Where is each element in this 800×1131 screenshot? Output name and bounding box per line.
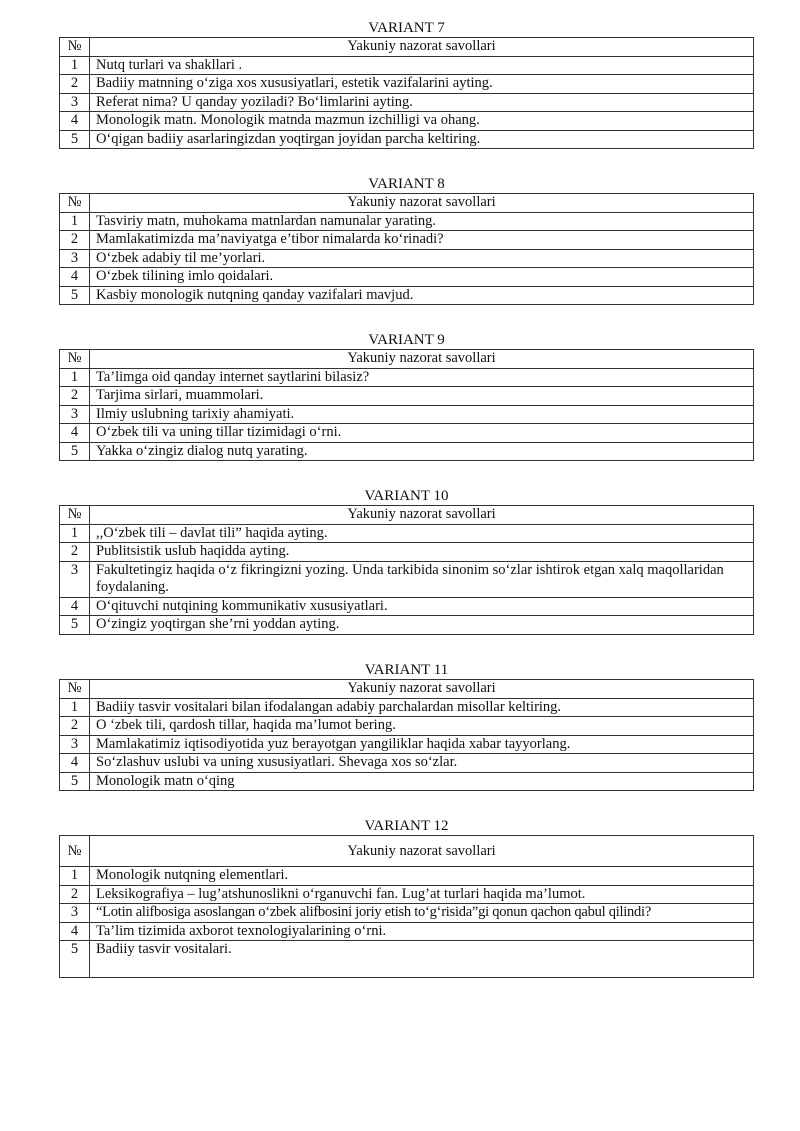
variant-title: VARIANT 8 — [368, 176, 445, 192]
variant-9 — [59, 331, 754, 461]
table-row — [60, 524, 754, 543]
row-number: 1 — [60, 56, 90, 75]
table-row — [60, 754, 754, 773]
table-row — [60, 231, 754, 250]
question-text: So‘zlashuv uslubi va uning xususiyatlari. Shevaga xos so‘zlar. — [90, 754, 754, 773]
table-row — [60, 56, 754, 75]
row-number: 3 — [60, 735, 90, 754]
row-number: 5 — [60, 941, 90, 978]
table-header-row — [60, 38, 754, 57]
table-header-row — [60, 680, 754, 699]
variant-title: VARIANT 9 — [368, 332, 445, 348]
question-text: O ‘zbek tili, qardosh tillar, haqida ma’lumot bering. — [90, 717, 754, 736]
questions-column-header: Yakuniy nazorat savollari — [90, 836, 754, 867]
row-number: 4 — [60, 754, 90, 773]
table-row — [60, 735, 754, 754]
question-text: Monologik nutqning elementlari. — [90, 867, 754, 886]
question-text: Publitsistik uslub haqidda ayting. — [90, 543, 754, 562]
table-row — [60, 772, 754, 791]
table-header-row — [60, 350, 754, 369]
row-number: 3 — [60, 93, 90, 112]
number-column-header: № — [60, 836, 90, 867]
table-row — [60, 867, 754, 886]
table-row — [60, 212, 754, 231]
row-number: 3 — [60, 561, 90, 597]
variant-11 — [59, 661, 754, 791]
question-text: Monologik matn. Monologik matnda mazmun izchilligi va ohang. — [90, 112, 754, 131]
row-number: 1 — [60, 524, 90, 543]
variant-title: VARIANT 12 — [364, 818, 449, 834]
questions-table — [59, 505, 754, 635]
row-number: 4 — [60, 112, 90, 131]
question-text: Monologik matn o‘qing — [90, 772, 754, 791]
questions-column-header: Yakuniy nazorat savollari — [90, 38, 754, 57]
row-number: 1 — [60, 698, 90, 717]
table-row — [60, 717, 754, 736]
question-text: Nutq turlari va shakllari . — [90, 56, 754, 75]
number-column-header: № — [60, 350, 90, 369]
table-row — [60, 904, 754, 923]
question-text: O‘zbek adabiy til me’yorlari. — [90, 249, 754, 268]
row-number: 1 — [60, 368, 90, 387]
table-row — [60, 597, 754, 616]
row-number: 5 — [60, 616, 90, 635]
row-number: 2 — [60, 717, 90, 736]
row-number: 3 — [60, 405, 90, 424]
table-row — [60, 616, 754, 635]
question-text: ,,O‘zbek tili – davlat tili” haqida ayting. — [90, 524, 754, 543]
table-header-row — [60, 194, 754, 213]
question-text: Ta’limga oid qanday internet saytlarini bilasiz? — [90, 368, 754, 387]
table-row — [60, 442, 754, 461]
variant-7 — [59, 19, 754, 149]
questions-table — [59, 193, 754, 305]
row-number: 3 — [60, 904, 90, 923]
row-number: 4 — [60, 922, 90, 941]
question-text: Referat nima? U qanday yoziladi? Bo‘limlarini ayting. — [90, 93, 754, 112]
question-text: Yakka o‘zingiz dialog nutq yarating. — [90, 442, 754, 461]
question-text: “Lotin alifbosiga asoslangan o‘zbek alifbosini joriy etish to‘g‘risida”gi qonun qachon qabul qilindi? — [90, 904, 754, 923]
questions-column-header: Yakuniy nazorat savollari — [90, 350, 754, 369]
question-text: Fakultetingiz haqida o‘z fikringizni yozing. Unda tarkibida sinonim so‘zlar ishtirok etgan xalq maqollaridan foydalaning. — [90, 561, 754, 597]
table-row — [60, 268, 754, 287]
table-row — [60, 885, 754, 904]
table-header-row — [60, 506, 754, 525]
row-number: 1 — [60, 212, 90, 231]
row-number: 4 — [60, 424, 90, 443]
question-text: Mamlakatimiz iqtisodiyotida yuz berayotgan yangiliklar haqida xabar tayyorlang. — [90, 735, 754, 754]
table-row — [60, 561, 754, 597]
variant-10 — [59, 487, 754, 635]
question-text: Badiiy tasvir vositalari. — [90, 941, 754, 978]
questions-table — [59, 349, 754, 461]
table-row — [60, 424, 754, 443]
row-number: 2 — [60, 885, 90, 904]
question-text: O‘zbek tili va uning tillar tizimidagi o‘rni. — [90, 424, 754, 443]
row-number: 2 — [60, 543, 90, 562]
question-text: Ta’lim tizimida axborot texnologiyalarining o‘rni. — [90, 922, 754, 941]
variant-8 — [59, 175, 754, 305]
questions-table — [59, 37, 754, 149]
table-row — [60, 922, 754, 941]
question-text: O‘qituvchi nutqining kommunikativ xususiyatlari. — [90, 597, 754, 616]
question-text: Ilmiy uslubning tarixiy ahamiyati. — [90, 405, 754, 424]
row-number: 5 — [60, 772, 90, 791]
number-column-header: № — [60, 680, 90, 699]
question-text: O‘zingiz yoqtirgan she’rni yoddan ayting. — [90, 616, 754, 635]
variant-title: VARIANT 7 — [368, 20, 445, 36]
question-text: Mamlakatimizda ma’naviyatga e’tibor nimalarda ko‘rinadi? — [90, 231, 754, 250]
questions-column-header: Yakuniy nazorat savollari — [90, 194, 754, 213]
question-text: Tarjima sirlari, muammolari. — [90, 387, 754, 406]
row-number: 2 — [60, 231, 90, 250]
table-row — [60, 75, 754, 94]
table-row — [60, 112, 754, 131]
questions-column-header: Yakuniy nazorat savollari — [90, 680, 754, 699]
table-row — [60, 543, 754, 562]
row-number: 2 — [60, 75, 90, 94]
row-number: 1 — [60, 867, 90, 886]
table-row — [60, 93, 754, 112]
number-column-header: № — [60, 38, 90, 57]
number-column-header: № — [60, 506, 90, 525]
row-number: 3 — [60, 249, 90, 268]
row-number: 4 — [60, 268, 90, 287]
table-row — [60, 368, 754, 387]
table-row — [60, 387, 754, 406]
table-row — [60, 405, 754, 424]
table-row — [60, 941, 754, 978]
row-number: 4 — [60, 597, 90, 616]
row-number: 5 — [60, 130, 90, 149]
questions-table — [59, 835, 754, 978]
row-number: 5 — [60, 442, 90, 461]
question-text: Badiiy matnning o‘ziga xos xususiyatlari, estetik vazifalarini ayting. — [90, 75, 754, 94]
variant-title: VARIANT 10 — [364, 488, 449, 504]
row-number: 5 — [60, 286, 90, 305]
row-number: 2 — [60, 387, 90, 406]
question-text: Leksikografiya – lug’atshunoslikni o‘rganuvchi fan. Lug’at turlari haqida ma’lumot. — [90, 885, 754, 904]
question-text: Kasbiy monologik nutqning qanday vazifalari mavjud. — [90, 286, 754, 305]
table-row — [60, 249, 754, 268]
number-column-header: № — [60, 194, 90, 213]
questions-table — [59, 679, 754, 791]
table-row — [60, 698, 754, 717]
question-text: O‘qigan badiiy asarlaringizdan yoqtirgan joyidan parcha keltiring. — [90, 130, 754, 149]
table-row — [60, 130, 754, 149]
question-text: Badiiy tasvir vositalari bilan ifodalangan adabiy parchalardan misollar keltiring. — [90, 698, 754, 717]
table-row — [60, 286, 754, 305]
variant-12 — [59, 817, 754, 978]
question-text: O‘zbek tilining imlo qoidalari. — [90, 268, 754, 287]
variant-title: VARIANT 11 — [364, 662, 449, 678]
questions-column-header: Yakuniy nazorat savollari — [90, 506, 754, 525]
table-header-row — [60, 836, 754, 867]
question-text: Tasviriy matn, muhokama matnlardan namunalar yarating. — [90, 212, 754, 231]
